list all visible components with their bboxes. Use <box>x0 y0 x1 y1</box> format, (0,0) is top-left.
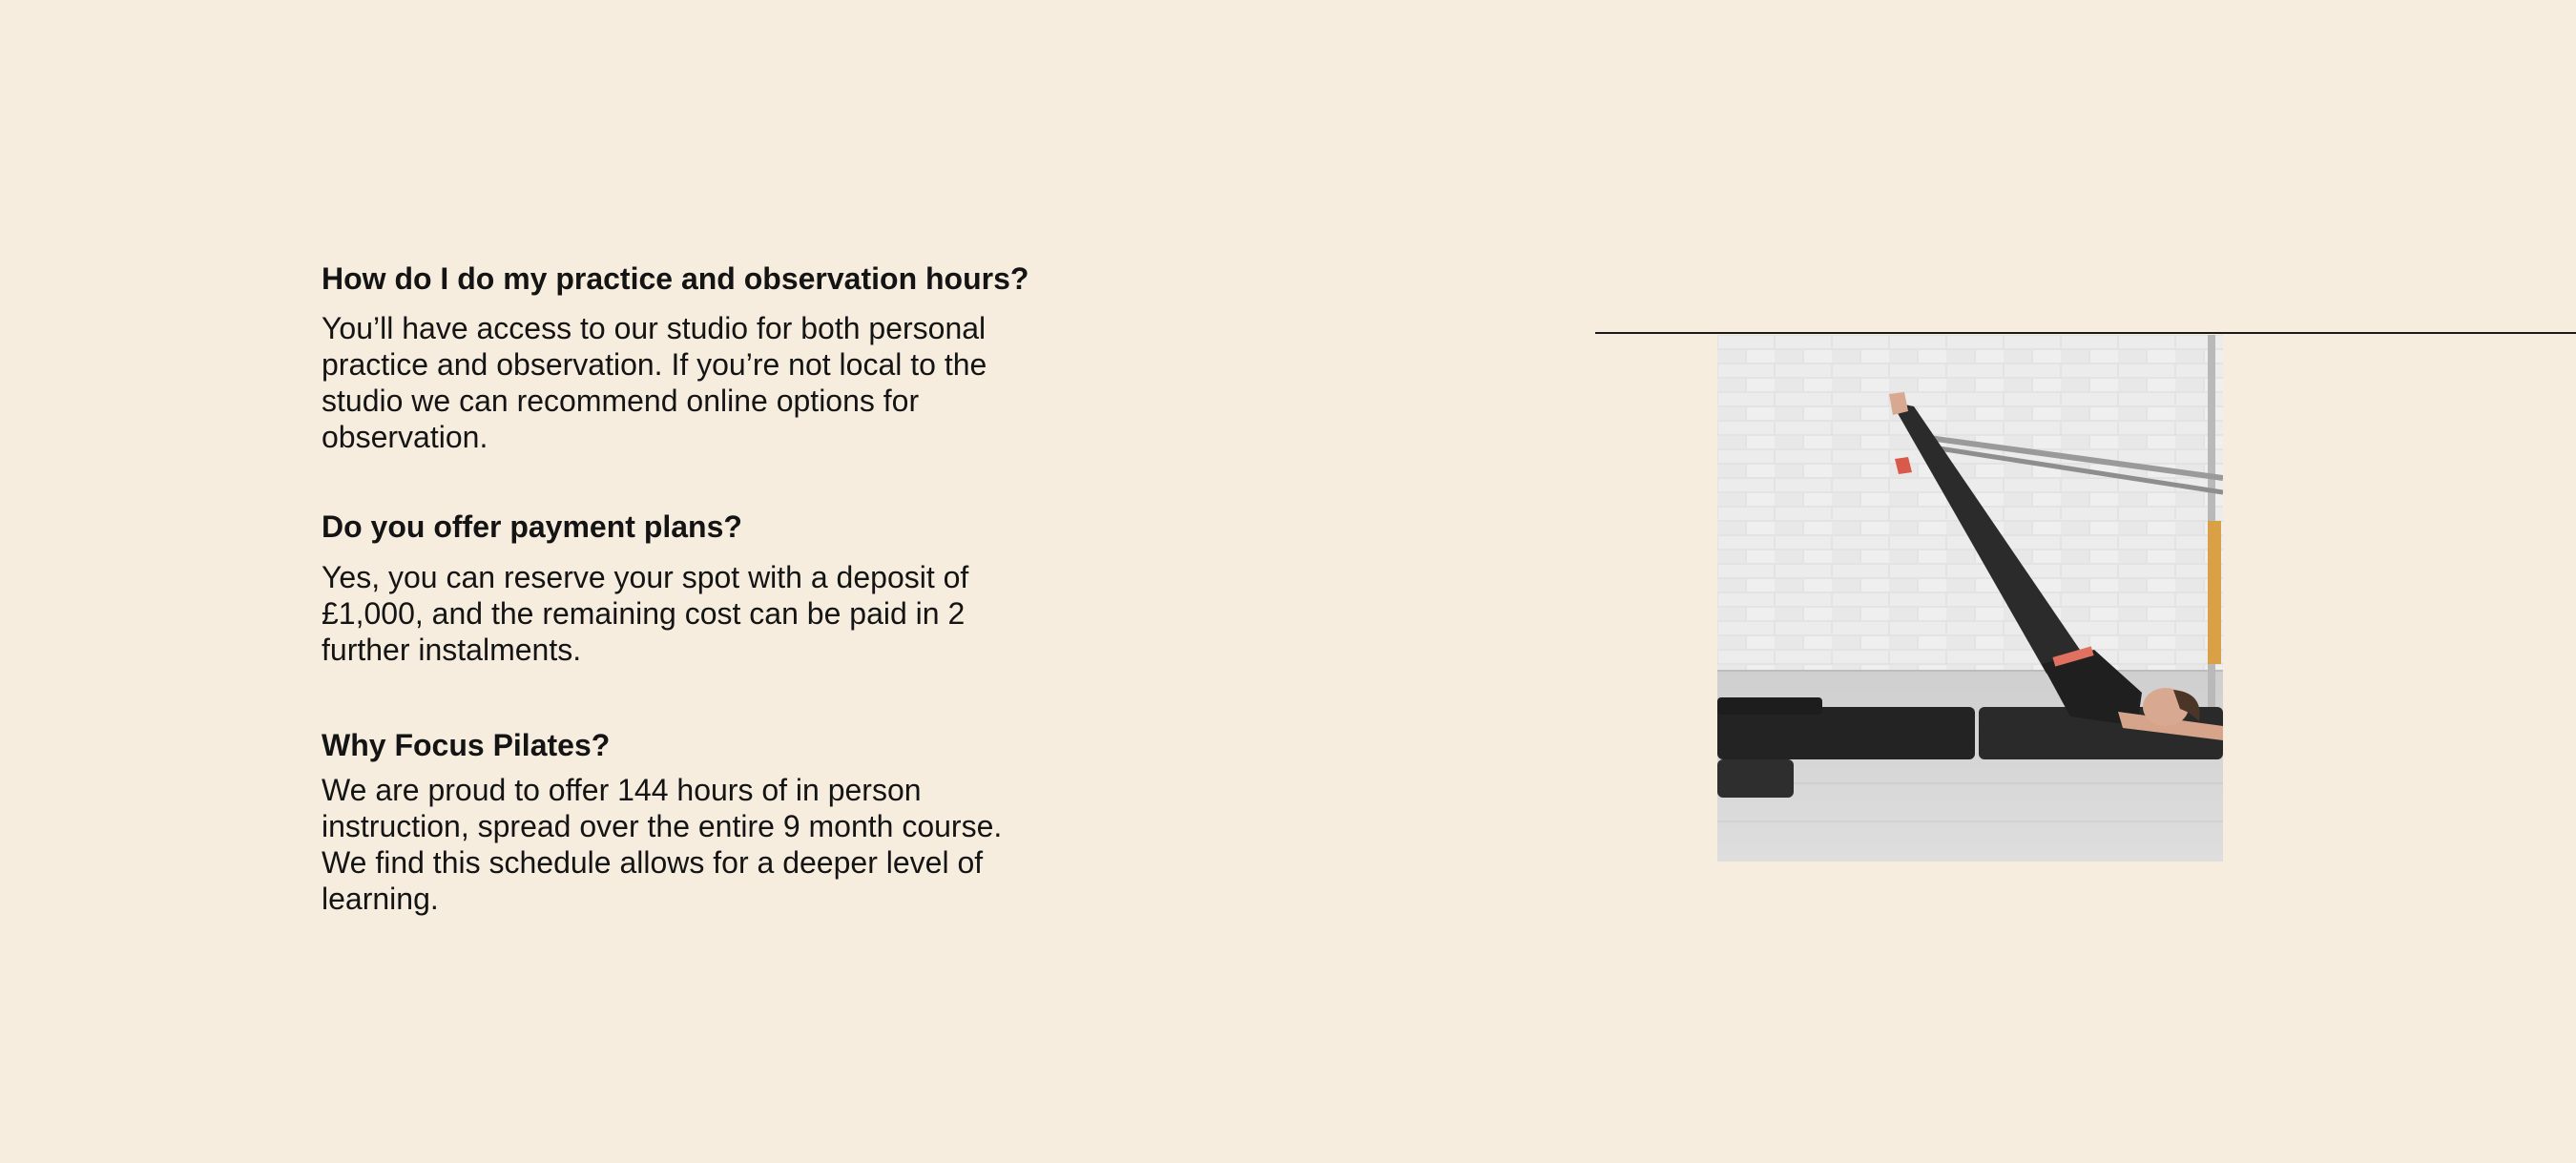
answer-line: We are proud to offer 144 hours of in person <box>322 773 922 807</box>
answer-line: You’ll have access to our studio for both personal <box>322 311 987 345</box>
answer-line: practice and observation. If you’re not local to the <box>322 347 987 382</box>
answer-line: Yes, you can reserve your spot with a deposit of <box>322 560 969 594</box>
answer-line: learning. <box>322 882 439 916</box>
faq-question-why-focus: Why Focus Pilates? <box>322 728 611 762</box>
answer-line: We find this schedule allows for a deeper level of <box>322 845 984 880</box>
answer-line: instruction, spread over the entire 9 month course. <box>322 809 1003 843</box>
faq-question-practice-hours: How do I do my practice and observation hours? <box>322 261 1029 296</box>
faq-answer-payment-plans <box>322 559 1142 668</box>
pilates-photo <box>1717 335 2223 862</box>
answer-line: observation. <box>322 420 488 454</box>
faq-answer-practice-hours <box>322 310 1142 455</box>
faq-answer-why-focus <box>322 772 1142 917</box>
answer-line: studio we can recommend online options for <box>322 384 920 418</box>
faq-question-payment-plans: Do you offer payment plans? <box>322 509 742 544</box>
answer-line: £1,000, and the remaining cost can be paid in 2 <box>322 596 966 631</box>
horizontal-divider <box>1595 332 2576 334</box>
answer-line: further instalments. <box>322 633 582 667</box>
